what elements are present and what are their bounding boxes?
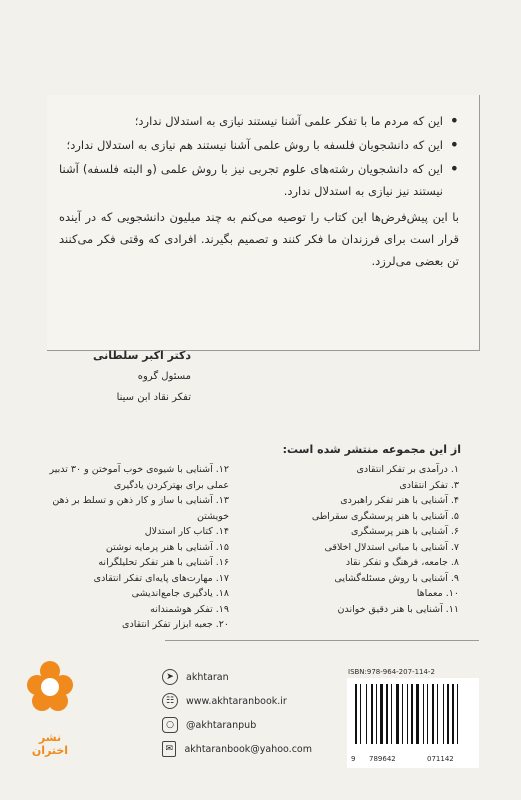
barcode-stripe (432, 684, 434, 744)
barcode-stripe (427, 684, 428, 744)
barcode-stripe (420, 684, 422, 744)
barcode-digit: 789642 (369, 755, 396, 763)
web-icon: ☷ (162, 693, 178, 709)
list-item: ۷. آشنایی با مبانی استدلال اخلاقی (324, 541, 459, 553)
publisher-logo (20, 655, 80, 757)
barcode-stripe (459, 684, 460, 744)
author-group: تفکر نقاد ابن سینا (116, 392, 191, 403)
intro-paragraph: با این پیش‌فرض‌ها این کتاب را توصیه می‌کنم به چند میلیون دانشجویی که در آینده قرار است برای فرزندان ما فکر کنند و تصمیم بگیرند. افرادی که وقتی فکر می‌کنند تن بعضی می‌لرزد. (59, 210, 459, 268)
barcode-stripe (457, 684, 458, 744)
list-item: ۶. آشنایی با هنر پرسشگری (350, 526, 459, 537)
barcode-stripe (368, 684, 370, 744)
list-item: ۱. درآمدی بر تفکر انتقادی (356, 464, 459, 475)
barcode-stripe (386, 684, 388, 744)
list-item: ۴. آشنایی با هنر تفکر راهبردی (340, 495, 459, 506)
barcode-stripe (384, 684, 385, 744)
contact-text: akhtaranbook@yahoo.com (184, 743, 312, 755)
list-item: ۱۶. آشنایی با هنر تفکر تحلیلگرانه (98, 557, 229, 568)
series-heading: از این مجموعه منتشر شده است: (282, 443, 461, 456)
barcode-stripe (400, 684, 401, 744)
series-list-right (249, 462, 459, 617)
barcode (347, 678, 479, 768)
list-item: ۱۳. آشنایی با ساز و کار ذهن و تسلط بر ذهن خویشتن (52, 495, 229, 522)
divider (165, 640, 479, 641)
barcode-stripe (439, 684, 442, 744)
barcode-stripe (435, 684, 436, 744)
list-item: ۳. تفکر انتقادی (399, 479, 459, 491)
author-block (31, 345, 191, 408)
barcode-stripe (402, 684, 403, 744)
barcode-stripe (423, 684, 424, 744)
instagram-icon: ○ (162, 717, 178, 733)
barcode-stripe (414, 684, 415, 744)
barcode-digit: 071142 (427, 755, 454, 763)
list-item: ۸. جامعه، فرهنگ و تفکر نقاد (345, 557, 459, 568)
list-item: ۱۵. آشنایی با هنر پرمایه نوشتن (105, 541, 229, 553)
list-item: ۹. آشنایی با روش مسئله‌گشایی (334, 572, 459, 584)
contact-text: www.akhtaranbook.ir (186, 695, 287, 707)
list-item: ۱۴. کتاب کار استدلال (144, 526, 229, 537)
contact-telegram[interactable] (162, 665, 312, 689)
barcode-stripe (362, 684, 365, 744)
barcode-stripe (376, 684, 377, 744)
series-list-left (29, 462, 229, 633)
barcode-stripe (447, 684, 449, 744)
intro-bullet: • این که دانشجویان رشته‌های علوم تجربی نیز با روش علمی (و البته فلسفه) آشنا نیستند نیز نیازی به استدلال ندارد. (59, 158, 459, 202)
barcode-stripe (396, 684, 399, 744)
top-band (0, 0, 521, 95)
barcode-digit: 9 (351, 755, 356, 763)
contact-instagram[interactable] (162, 713, 312, 737)
barcode-stripe (404, 684, 406, 744)
intro-bullet: • این که مردم ما با تفکر علمی آشنا نیستند نیازی به استدلال ندارد؛ (59, 110, 459, 132)
list-item: ۱۲. آشنایی با شیوه‌ی خوب آموختن و ۳۰ تدبیر عملی برای بهترکردن یادگیری (49, 464, 229, 491)
barcode-stripe (389, 684, 390, 744)
barcode-stripe (380, 684, 383, 744)
barcode-stripe (358, 684, 359, 744)
list-item: ۲۰. جعبه ابزار تفکر انتقادی (122, 619, 229, 630)
contact-text: @akhtaranpub (186, 719, 257, 731)
barcode-stripe (360, 684, 361, 744)
barcode-stripe (429, 684, 431, 744)
contact-website[interactable] (162, 689, 312, 713)
isbn: ISBN:978-964-207-114-2 (348, 668, 435, 676)
barcode-stripe (450, 684, 451, 744)
list-item: ۱۱. آشنایی با هنر دقیق خواندن (337, 603, 459, 615)
list-item: ۱۸. یادگیری جامع‌اندیشی (131, 588, 229, 599)
list-item: ۵. آشنایی با هنر پرسشگری سقراطی (311, 510, 459, 522)
barcode-stripe (425, 684, 426, 744)
contact-email[interactable] (162, 737, 312, 761)
list-item: ۱۹. تفکر هوشمندانه (150, 603, 229, 615)
barcode-stripe (366, 684, 367, 744)
barcode-stripe (355, 684, 357, 744)
barcode-stripe (455, 684, 456, 744)
barcode-stripe (411, 684, 413, 744)
publisher-name: نشر اختران (31, 731, 69, 757)
telegram-icon: ➤ (162, 669, 178, 685)
intro-text (59, 110, 459, 272)
contact-list (162, 665, 312, 761)
contact-text: akhtaran (186, 671, 229, 683)
barcode-stripe (378, 684, 379, 744)
email-icon: ✉ (162, 741, 176, 757)
barcode-bars (355, 684, 473, 744)
barcode-stripe (445, 684, 446, 744)
publisher-logo-icon (20, 655, 80, 725)
barcode-stripe (407, 684, 408, 744)
barcode-stripe (443, 684, 444, 744)
list-item: ۱۰. معماها (416, 588, 459, 599)
barcode-stripe (437, 684, 438, 744)
barcode-stripe (374, 684, 375, 744)
list-item: ۱۷. مهارت‌های پایه‌ای تفکر انتقادی (93, 572, 229, 584)
author-name: دکتر اکبر سلطانی (93, 349, 191, 362)
barcode-stripe (393, 684, 395, 744)
barcode-stripe (452, 684, 454, 744)
author-role: مسئول گروه (137, 371, 191, 382)
barcode-stripe (371, 684, 373, 744)
barcode-stripe (391, 684, 392, 744)
barcode-stripe (416, 684, 419, 744)
barcode-stripe (409, 684, 410, 744)
intro-bullet: • این که دانشجویان فلسفه با روش علمی آشنا نیستند هم نیازی به استدلال ندارد؛ (59, 134, 459, 156)
